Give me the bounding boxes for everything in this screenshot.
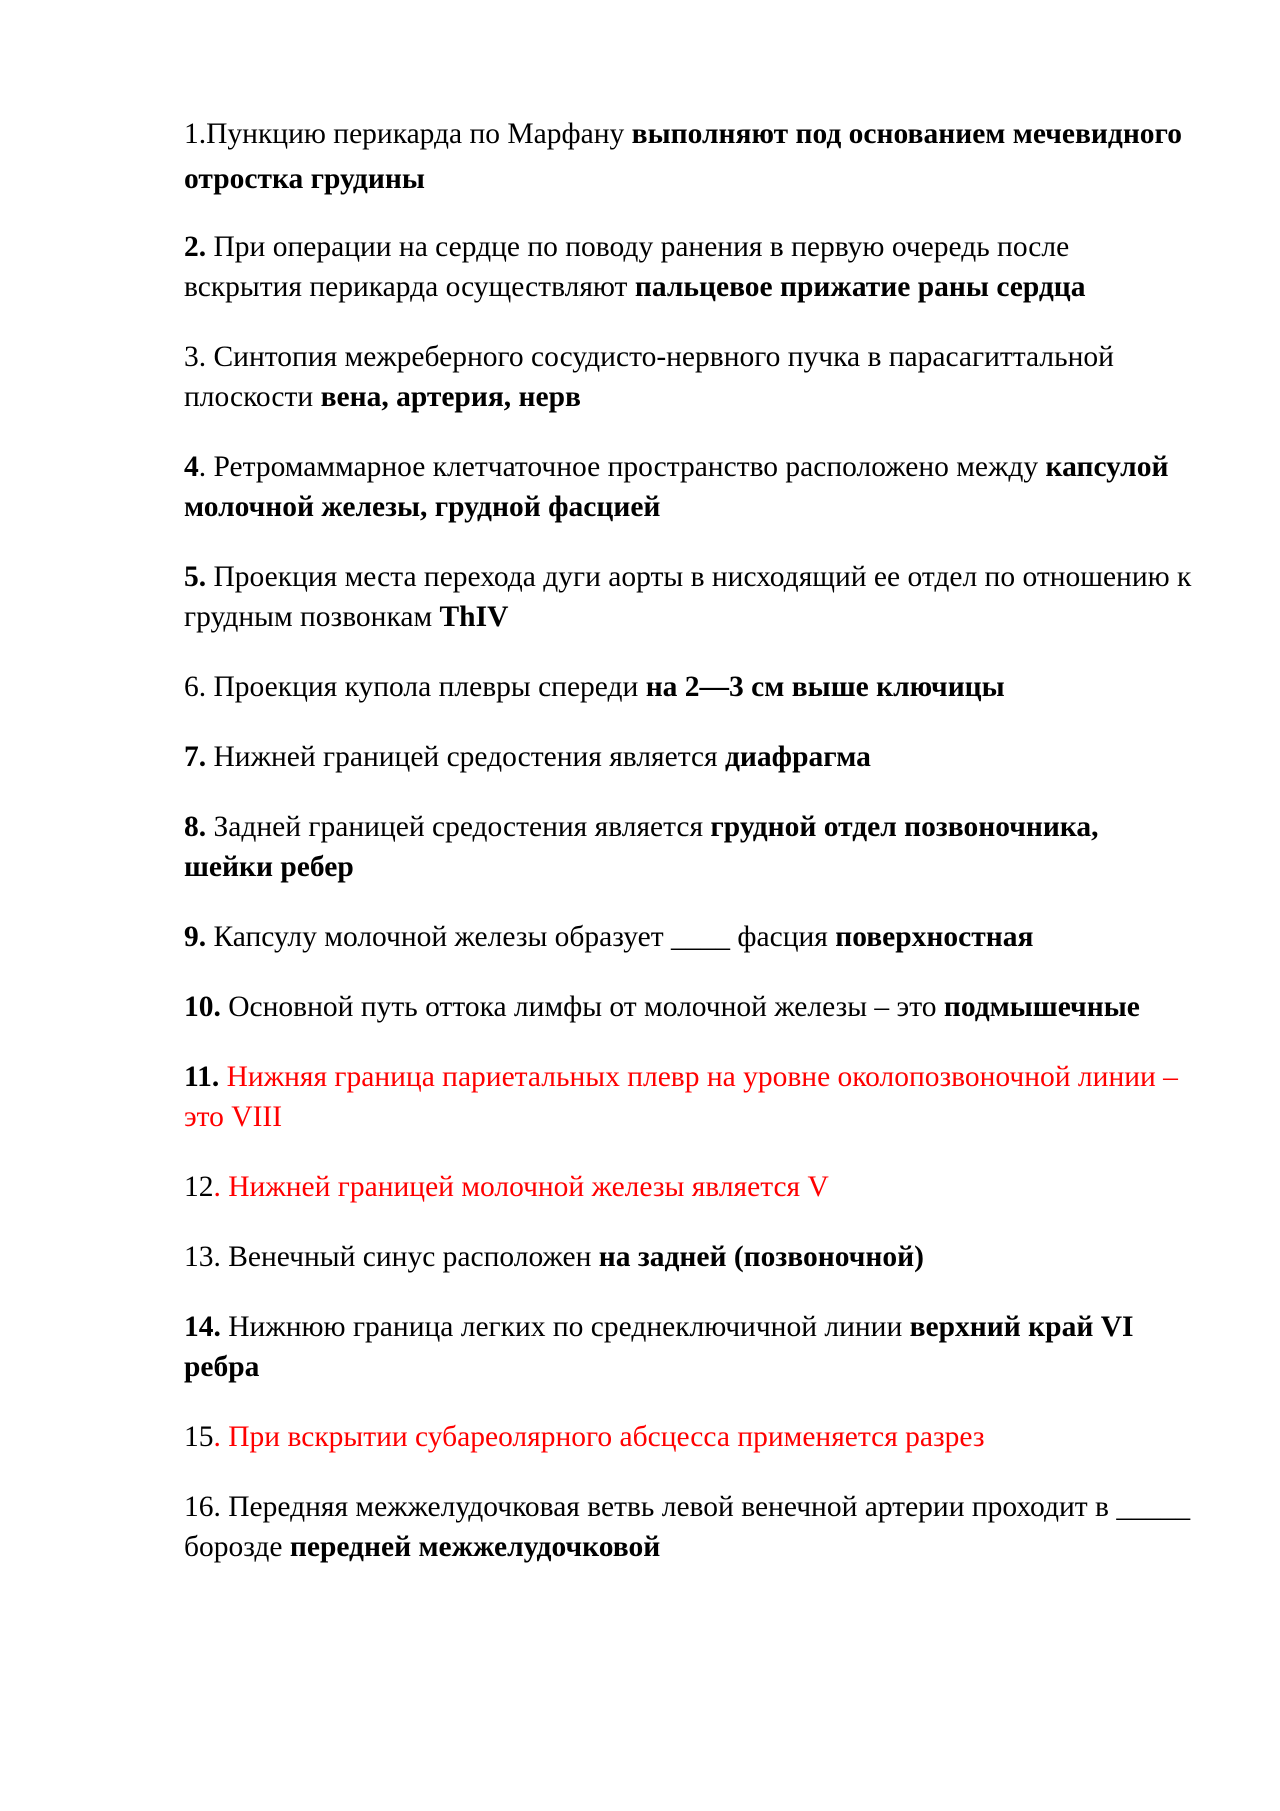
question-number: 2. [184,231,207,263]
question-number: 3. [184,341,207,373]
question-number: 11. [184,1061,220,1093]
question-text: Основной путь оттока лимфы от молочной железы – это [220,991,944,1023]
question-2 [184,227,1194,307]
question-16 [184,1487,1194,1567]
question-number: 1. [184,118,207,150]
question-answer: подмышечные [943,991,1140,1023]
question-text: Передняя межжелудочковая ветвь левой венечной артерии проходит в _____ борозде [184,1491,1191,1563]
question-text: Нижняя граница париетальных плевр на уровне околопозвоночной линии – это VIII [184,1061,1178,1133]
question-answer: передней межжелудочковой [289,1531,661,1563]
question-text: Нижней границей средостения является [206,741,725,773]
question-3 [184,337,1194,417]
question-number: 16. [184,1491,221,1523]
question-5 [184,557,1194,637]
question-answer: вена, артерия, нерв [320,381,581,413]
question-text: . Ретромаммарное клетчаточное пространство расположено между [198,451,1046,483]
question-text: Проекция места перехода дуги аорты в нисходящий ее отдел по отношению к грудным позвонкам [184,561,1192,633]
question-text: . Нижней границей молочной железы является V [213,1171,829,1203]
question-number: 9. [184,921,207,953]
question-8 [184,807,1194,887]
question-text: Пункцию перикарда по Марфану [206,118,632,150]
question-answer: диафрагма [725,741,871,773]
question-answer: верхний край VI ребра [184,1311,1134,1383]
question-answer: на задней (позвоночной) [598,1241,924,1273]
question-12 [184,1167,1194,1207]
question-text: Нижнюю граница легких по среднеключичной линии [220,1311,910,1343]
question-number: 5. [184,561,207,593]
question-number: 7. [184,741,207,773]
question-4 [184,447,1194,527]
question-15 [184,1417,1194,1457]
question-text: Синтопия межреберного сосудисто-нервного пучка в парасагиттальной плоскости [184,341,1114,413]
question-11 [184,1057,1194,1137]
question-answer: грудной отдел позвоночника, шейки ребер [184,811,1099,883]
question-7 [184,737,1194,777]
question-number: 8. [184,811,207,843]
question-6 [184,667,1194,707]
question-number: 10. [184,991,221,1023]
question-text: Задней границей средостения является [206,811,711,843]
question-10 [184,987,1194,1027]
question-answer: выполняют под основанием мечевидного отростка грудины [184,118,1182,195]
question-number: 12 [184,1171,214,1203]
question-answer: капсулой молочной железы, грудной фасцией [184,451,1169,523]
question-9 [184,917,1194,957]
question-number: 13. [184,1241,221,1273]
question-answer: на 2—3 см выше ключицы [645,671,1005,703]
question-text: Капсулу молочной железы образует ____ фасция [206,921,836,953]
question-text: Венечный синус расположен [220,1241,599,1273]
document-page [184,112,1194,1597]
question-text: Проекция купола плевры спереди [206,671,646,703]
question-1 [184,112,1194,202]
question-text: . При вскрытии субареолярного абсцесса применяется разрез [213,1421,985,1453]
question-14 [184,1307,1194,1387]
question-number: 14. [184,1311,221,1343]
question-answer: поверхностная [835,921,1034,953]
question-number: 4 [184,451,199,483]
question-number: 6. [184,671,207,703]
question-text: При операции на сердце по поводу ранения в первую очередь после вскрытия перикарда осуществляют [184,231,1070,303]
question-answer: пальцевое прижатие раны сердца [634,271,1086,303]
question-13 [184,1237,1194,1277]
question-number: 15 [184,1421,214,1453]
question-answer: ThIV [439,601,509,633]
